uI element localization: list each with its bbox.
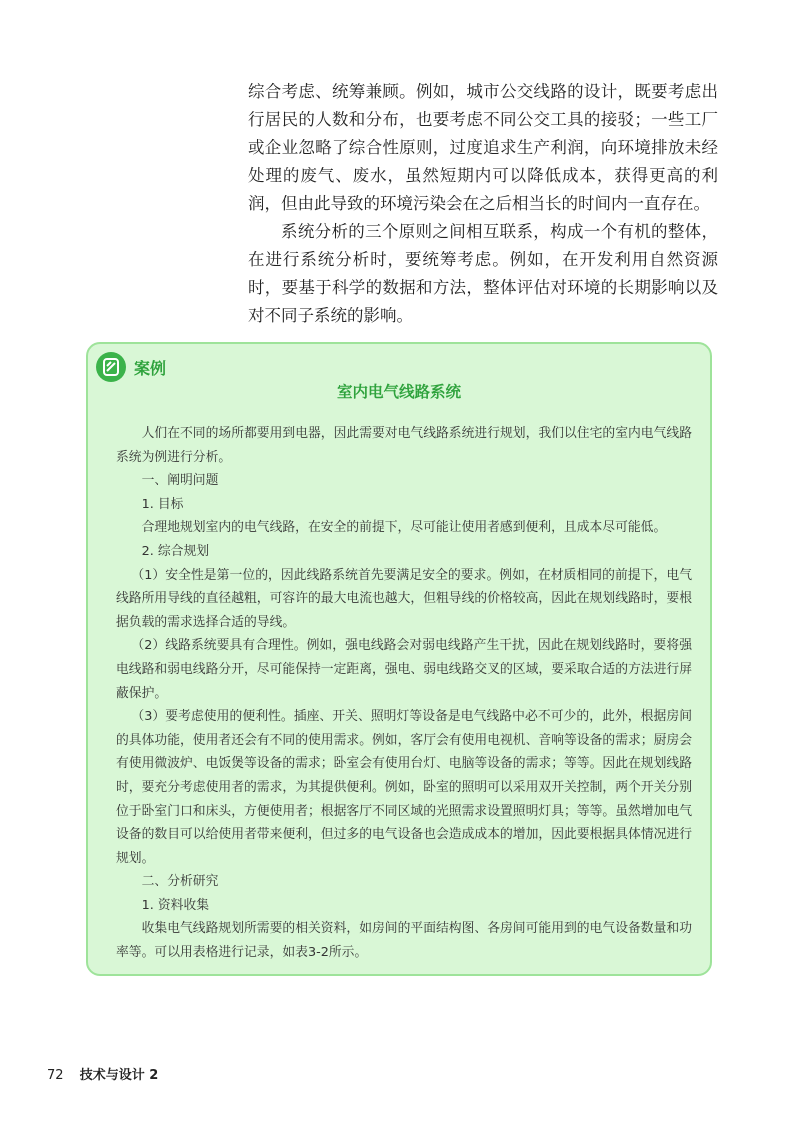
case-heading-2: 二、分析研究 (141, 874, 219, 890)
case-study-box (86, 342, 712, 976)
case-icon (96, 352, 126, 382)
book-title: 技术与设计 2 (79, 1068, 159, 1083)
case-heading-1: 一、阐明问题 (141, 473, 219, 489)
case-title: 室内电气线路系统 (336, 383, 461, 401)
page-footer (47, 1064, 158, 1083)
body-paragraph-2: 系统分析的三个原则之间相互联系，构成一个有机的整体，在进行系统分析时，要统筹考虑。例如，在开发利用自然资源时，要基于科学的数据和方法，整体评估对环境的长期影响以及对不同子系统的影响。 (248, 222, 718, 325)
case-label: 案例 (134, 359, 167, 378)
case-item-safety: （1）安全性是第一位的，因此线路系统首先要满足安全的要求。例如，在材质相同的前提下，电气线路所用导线的直径越粗，可容许的最大电流也越大，但粗导线的价格较高，因此在规划线路时，要根据负载的需求选择合适的导线。 (116, 567, 692, 630)
body-paragraph-1: 综合考虑、统筹兼顾。例如，城市公交线路的设计，既要考虑出行居民的人数和分布，也要考虑不同公交工具的接驳；一些工厂或企业忽略了综合性原则，过度追求生产利润，向环境排放未经处理的废气、废水，虽然短期内可以降低成本，获得更高的利润，但由此导致的环境污染会在之后相当长的时间内一直存在。 (248, 82, 718, 213)
case-subheading-collect: 1. 资料收集 (141, 897, 210, 913)
case-subheading-goal: 1. 目标 (141, 496, 184, 512)
case-body (116, 422, 692, 965)
main-body-text (248, 78, 718, 330)
case-item-convenience: （3）要考虑使用的便利性。插座、开关、照明灯等设备是电气线路中必不可少的，此外，根据房间的具体功能，使用者还会有不同的使用需求。例如，客厅会有使用电视机、音响等设备的需求；厨房会有使用微波炉、电饭煲等设备的需求；卧室会有使用台灯、电脑等设备的需求；等等。因此在规划线路时，要充分考虑使用者的需求，为其提供便利。例如，卧室的照明可以采用双开关控制，两个开关分别位于卧室门口和床头，方便使用者；根据客厅不同区域的光照需求设置照明灯具；等等。虽然增加电气设备的数目可以给使用者带来便利，但过多的电气设备也会造成成本的增加，因此要根据具体情况进行规划。 (116, 709, 692, 866)
case-collect-text: 收集电气线路规划所需要的相关资料，如房间的平面结构图、各房间可能用到的电气设备数量和功率等。可以用表格进行记录，如表3-2所示。 (116, 921, 692, 961)
case-subheading-planning: 2. 综合规划 (141, 543, 210, 559)
case-goal-text: 合理地规划室内的电气线路，在安全的前提下，尽可能让使用者感到便利，且成本尽可能低。 (141, 520, 667, 536)
case-item-rationality: （2）线路系统要具有合理性。例如，强电线路会对弱电线路产生干扰，因此在规划线路时，要将强电线路和弱电线路分开，尽可能保持一定距离，强电、弱电线路交叉的区域，要采取合适的方法进行屏蔽保护。 (116, 638, 692, 701)
page-number: 72 (47, 1068, 64, 1083)
case-intro: 人们在不同的场所都要用到电器，因此需要对电气线路系统进行规划，我们以住宅的室内电气线路系统为例进行分析。 (116, 426, 692, 465)
